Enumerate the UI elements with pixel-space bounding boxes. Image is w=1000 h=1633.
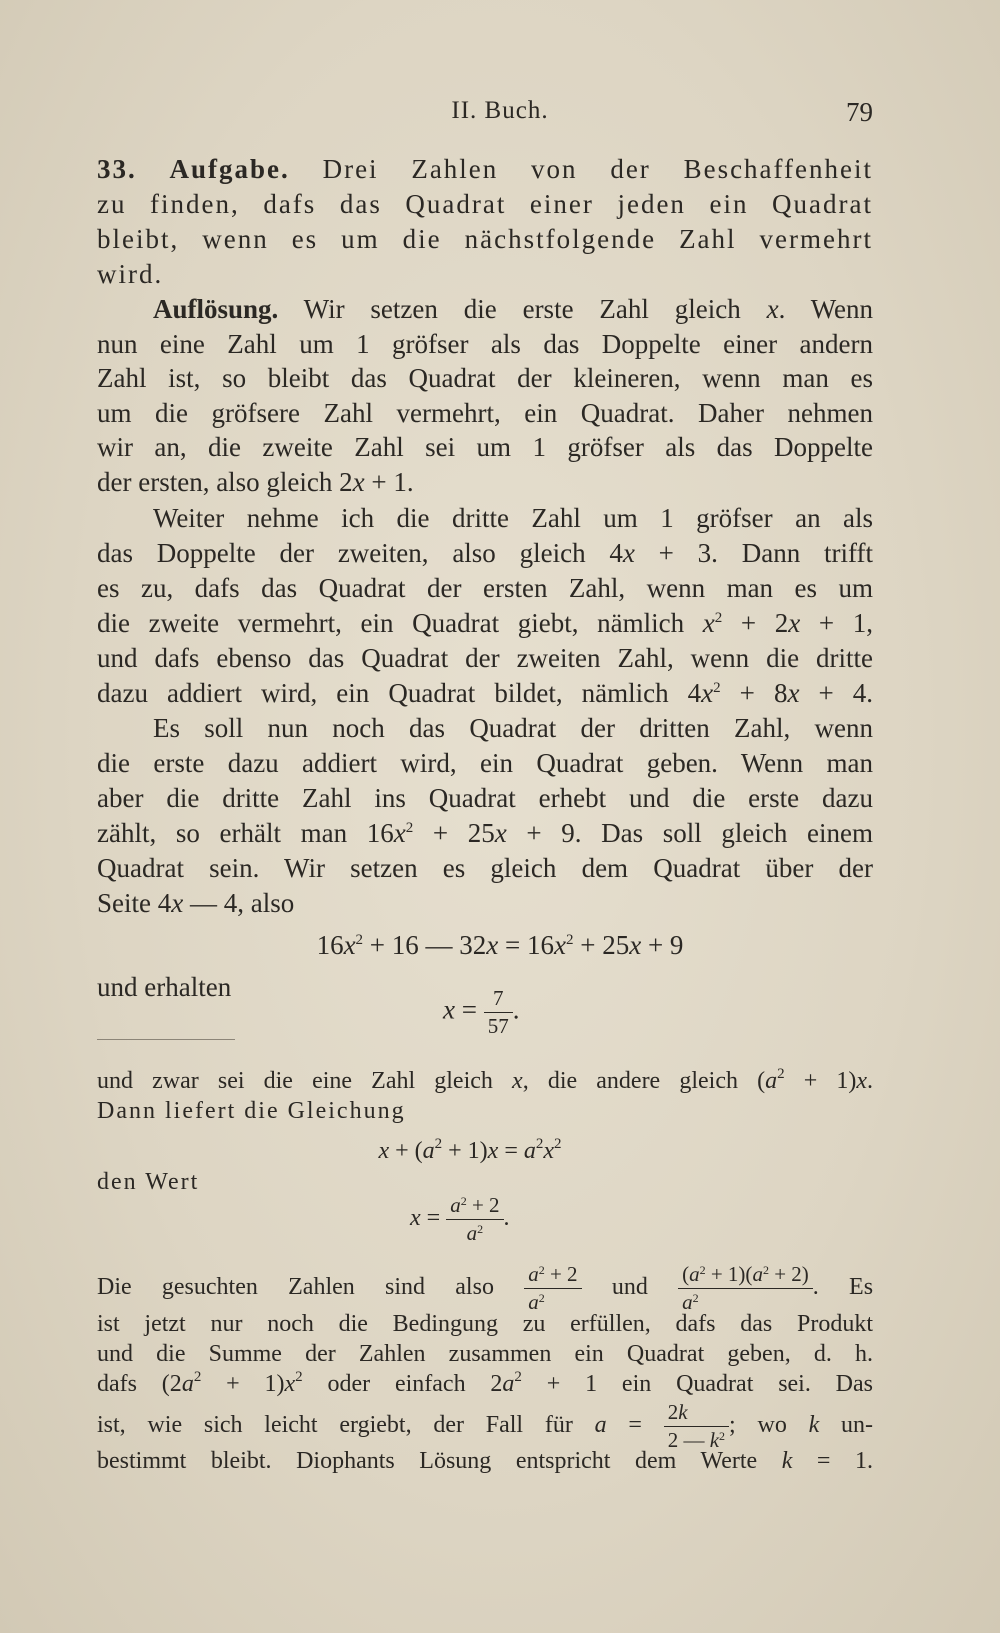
footnote-line-7: dafs $(2a^2 + 1)x^2$ oder einfach $2a^2 + 1$ ein Quadrat sei. Das: [97, 1369, 874, 1397]
problem-line-2: zu finden, dafs das Quadrat einer jeden ein Quadrat: [97, 189, 873, 219]
problem-number: 33.: [97, 154, 137, 184]
solution-line-19: und erhalten: [97, 972, 232, 1002]
problem-text: Drei Zahlen von der Beschaffenheit: [322, 154, 874, 184]
solution-line-17: Quadrat sein. Wir setzen es gleich dem Quadrat über der: [97, 853, 873, 883]
solution-line-3: Zahl ist, so bleibt das Quadrat der kleineren, wenn man es: [97, 363, 873, 393]
equation-3: $x + (a^2 + 1)x = a^2x^2$: [378, 1136, 562, 1164]
equation-4: x = $\frac{a^2 + 2}{a^2}$ .: [410, 1193, 510, 1245]
solution-line-9: es zu, dafs das Quadrat der ersten Zahl, wenn man es um: [97, 573, 873, 603]
footnote-line-2: Dann liefert die Gleichung: [97, 1098, 406, 1124]
solution-line-11: und dafs ebenso das Quadrat der zweiten Zahl, wenn die dritte: [97, 643, 873, 673]
solution-line-13: Es soll nun noch das Quadrat der dritten Zahl, wenn: [153, 713, 873, 743]
solution-line-8: das Doppelte der zweiten, also gleich 4x + 3. Dann trifft: [97, 538, 873, 568]
page-number: 79: [846, 97, 873, 127]
solution-line-2: nun eine Zahl um 1 gröfser als das Doppelte einer andern: [97, 329, 873, 359]
solution-line-12: dazu addiert wird, ein Quadrat bildet, nämlich $4x^2 + 8x + 4$.: [97, 678, 874, 708]
problem-line-3: bleibt, wenn es um die nächstfolgende Zahl vermehrt: [97, 224, 873, 254]
solution-line-18: Seite 4x — 4, also: [97, 888, 295, 918]
running-header: II. Buch.: [451, 97, 549, 124]
problem-line-1: [97, 152, 873, 186]
solution-line-14: die erste dazu addiert wird, ein Quadrat geben. Wenn man: [97, 748, 873, 778]
solution-line-16: zählt, so erhält man $16x^2 + 25x + 9$. Das soll gleich einem: [97, 818, 873, 848]
solution-line-7: Weiter nehme ich die dritte Zahl um 1 gröfser an als: [153, 503, 873, 533]
fraction: $\frac{7}{57}$: [484, 988, 513, 1037]
footnote-line-6: und die Summe der Zahlen zusammen ein Quadrat geben, d. h.: [97, 1341, 873, 1367]
footnote-line-4: Die gesuchten Zahlen sind also $\frac{a^2 + 2}{a^2}$ und $\frac{(a^2 + 1)(a^2 + 2)}{a^2}$ . Es: [97, 1262, 874, 1314]
solution-line-1: Auflösung. Wir setzen die erste Zahl gleich x. Wenn: [153, 294, 873, 324]
footnote-line-8: ist, wie sich leicht ergiebt, der Fall für a = $\frac{2k}{2 — k^2}$ ; wo k un-: [97, 1400, 874, 1452]
equation-1: $16x^2 + 16$ — $32x = 16x^2 + 25x + 9$: [316, 930, 684, 960]
solution-line-15: aber die dritte Zahl ins Quadrat erhebt und die erste dazu: [97, 783, 873, 813]
solution-line-4: um die gröfsere Zahl vermehrt, ein Quadrat. Daher nehmen: [97, 398, 873, 428]
footnote-line-3: den Wert: [97, 1169, 200, 1195]
footnote-rule: [97, 1039, 235, 1040]
solution-line-10: die zweite vermehrt, ein Quadrat giebt, nämlich $x^2 + 2x + 1$,: [97, 608, 874, 638]
solution-heading: Auflösung.: [153, 294, 279, 324]
solution-line-5: wir an, die zweite Zahl sei um 1 gröfser als das Doppelte: [97, 432, 873, 462]
problem-heading: Aufgabe.: [169, 154, 290, 184]
problem-line-4: wird.: [97, 259, 164, 289]
footnote-line-9: bestimmt bleibt. Diophants Lösung entspricht dem Werte k = 1.: [97, 1448, 873, 1474]
footnote-line-5: ist jetzt nur noch die Bedingung zu erfüllen, dafs das Produkt: [97, 1311, 873, 1337]
footnote-line-1: und zwar sei die eine Zahl gleich x, die andere gleich $(a^2 + 1)x$.: [97, 1066, 874, 1094]
solution-line-6: der ersten, also gleich 2x + 1.: [97, 467, 414, 497]
equation-2: x = $\frac{7}{57}$ .: [443, 986, 520, 1038]
